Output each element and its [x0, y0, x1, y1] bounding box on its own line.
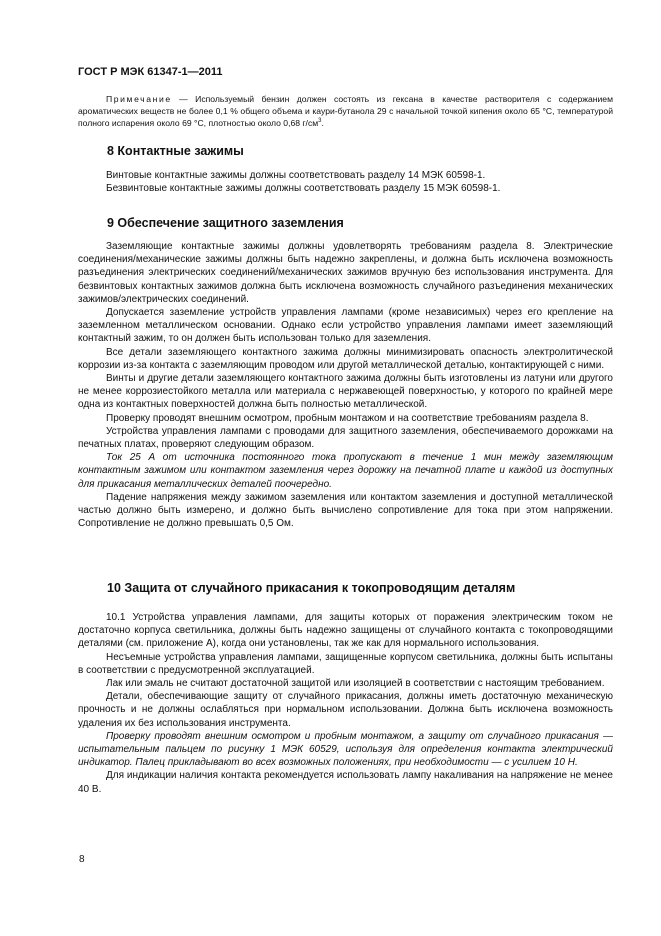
note-paragraph — [78, 93, 613, 129]
page-header-standard-number: ГОСТ Р МЭК 61347-1—2011 — [78, 66, 223, 78]
paragraph: Винтовые контактные зажимы должны соответствовать разделу 14 МЭК 60598-1. — [106, 170, 486, 181]
note-end: . — [321, 118, 324, 128]
paragraph: Падение напряжения между зажимом заземления или контактом заземления и доступной металлической частью должно быть измерено, и должно быть вычислено сопротивление для тока при этом напряжении. Сопротивление не должно превышать 0,5 Ом. — [78, 491, 613, 530]
note-text: — Используемый бензин должен состоять из гексана в качестве растворителя с содержанием ароматических веществ не более 0,1 % общего объема и каури-бутанола 29 с начальной точкой кипения около 65 °С, температурой полного испарения около 69 °С, плотностью около 0,68 г/см — [78, 94, 613, 128]
paragraph: Несъемные устройства управления лампами, защищенные корпусом светильника, должны быть испытаны в соответствии с предусмотренной эксплуатацией. — [78, 651, 613, 676]
test-procedure-paragraph: Ток 25 А от источника постоянного тока пропускают в течение 1 мин между заземляющим контактным зажимом или контактом заземления через дорожку на печатной плате и каждой из доступных для прикасания металлических деталей поочередно. — [78, 452, 613, 490]
section-9-heading: 9 Обеспечение защитного заземления — [107, 216, 344, 230]
paragraph: Детали, обеспечивающие защиту от случайного прикасания, должны иметь достаточную механическую прочность и не должны ослабляться при нормальном использовании. Должна быть исключена возможность удаления их без использования инструмента. — [78, 691, 613, 729]
note-superscript: 3 — [318, 118, 322, 125]
note-lead: Примечание — [106, 94, 172, 104]
test-procedure-paragraph: Проверку проводят внешним осмотром и пробным монтажом, а защиту от случайного прикасания — испытательным пальцем по рисунку 1 МЭК 60529, используя для определения контакта электрический индикатор. Палец прикладывают во всех возможных положениях, при необходимости — с усилием 10 Н. — [78, 730, 613, 769]
paragraph: Проверку проводят внешним осмотром, пробным монтажом и на соответствие требованиям раздела 8. — [106, 412, 589, 424]
paragraph: Винты и другие детали заземляющего контактного зажима должны быть изготовлены из латуни или другого не менее коррозиестойкого металла или материала с нержавеющей поверхностью, у которого по крайней мере одна из контактных поверхностей должна быть полностью металлической. — [78, 373, 613, 411]
paragraph: 10.1 Устройства управления лампами, для защиты которых от поражения электрическим током не достаточно корпуса светильника, должны быть надежно защищены от случайного контакта с токопроводящими деталями (см. приложение А), когда они установлены, так же как для нормального использования. — [78, 612, 613, 650]
paragraph: Допускается заземление устройств управления лампами (кроме независимых) через его крепление на заземленном металлическом основании. Однако если устройство управления лампами имеет заземляющий контактный зажим, то он должен быть использован только для заземления. — [78, 307, 613, 345]
paragraph: Для индикации наличия контакта рекомендуется использовать лампу накаливания на напряжение не менее 40 В. — [78, 770, 613, 795]
section-9-body — [78, 240, 613, 530]
section-10-heading: 10 Защита от случайного прикасания к токопроводящим деталям — [107, 581, 516, 595]
paragraph: Устройства управления лампами с проводами для защитного заземления, обеспечиваемого дорожками на печатных платах, проверяют следующим образом. — [78, 425, 613, 451]
page-number: 8 — [79, 854, 85, 865]
section-8-body — [78, 169, 613, 195]
paragraph: Лак или эмаль не считают достаточной защитой или изоляцией в соответствии с настоящим требованием. — [106, 678, 605, 690]
section-10-body — [78, 611, 613, 796]
paragraph: Все детали заземляющего контактного зажима должны минимизировать опасность электролитической коррозии из-за контакта с заземляющим проводом или другой металлической деталью, контактирующей с ними. — [78, 346, 613, 371]
section-8-heading: 8 Контактные зажимы — [107, 144, 244, 158]
paragraph: Безвинтовые контактные зажимы должны соответствовать разделу 15 МЭК 60598-1. — [106, 183, 501, 195]
paragraph: Заземляющие контактные зажимы должны удовлетворять требованиям раздела 8. Электрические соединения/механические зажимы должны быть надежно закреплены, и должна быть исключена возможность разъединения электрических соединений/механических зажимов вручную без использования инструмента. Для безвинтовых контактных зажимов должна быть исключена возможность случайного разъединения механических зажимов/электрических соединений. — [78, 241, 613, 305]
